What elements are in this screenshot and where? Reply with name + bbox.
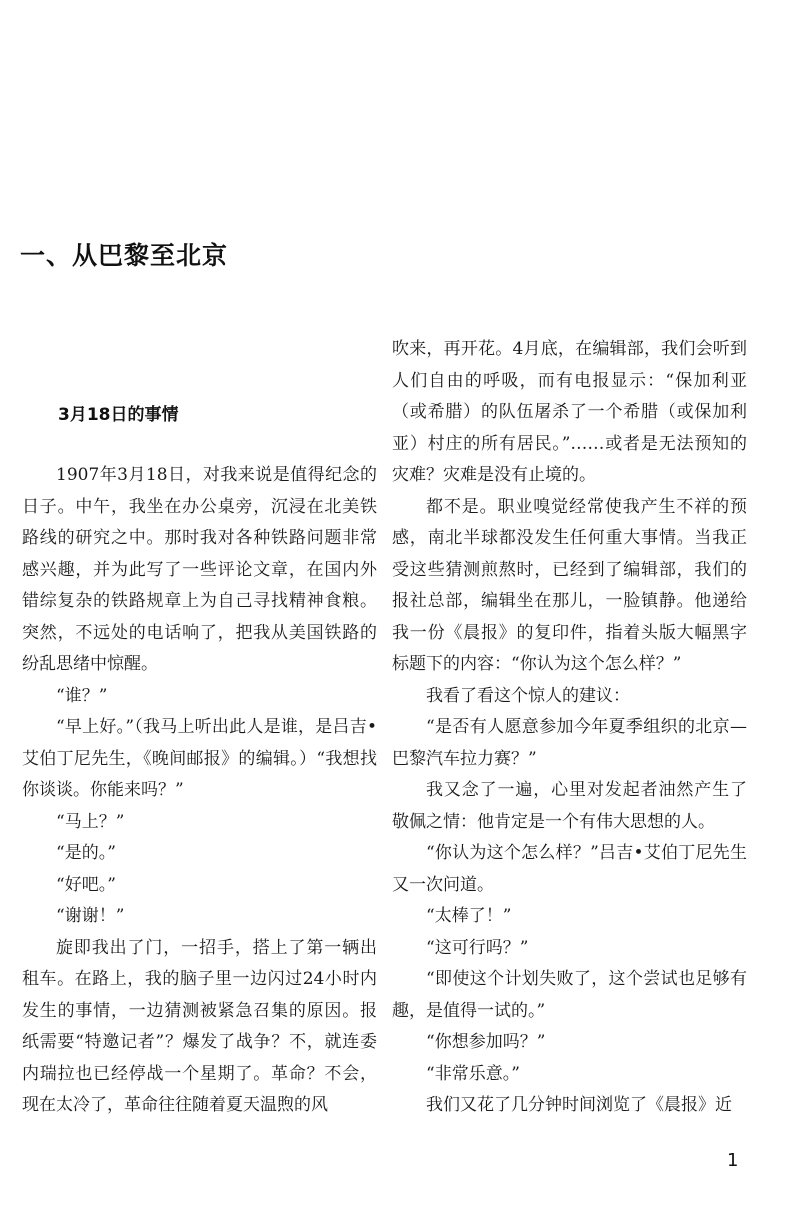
paragraph: “太棒了！” xyxy=(426,906,512,926)
paragraph: “这可行吗？” xyxy=(426,937,529,958)
paragraph: 我又念了一遍，心里对发起者油然产生了敬佩之情：他肯定是一个有伟大思想的人。 xyxy=(392,780,747,832)
paragraph: 我们又花了几分钟时间浏览了《晨报》近 xyxy=(426,1095,732,1115)
paragraph: “即使这个计划失败了，这个尝试也足够有趣，是值得一试的。” xyxy=(392,969,747,1021)
paragraph: “马上？” xyxy=(56,811,125,832)
left-column xyxy=(22,460,377,1122)
paragraph: “谢谢！” xyxy=(56,906,125,926)
right-column xyxy=(392,334,747,1122)
paragraph: “非常乐意。” xyxy=(426,1063,520,1084)
paragraph: “你认为这个怎么样？”吕吉•艾伯丁尼先生又一次问道。 xyxy=(392,843,747,895)
section-heading: 3月18日的事情 xyxy=(58,405,179,425)
paragraph: 旋即我出了门，一招手，搭上了第一辆出租车。在路上，我的脑子里一边闪过24小时内发生的事情，一边猜测被紧急召集的原因。报纸需要“特邀记者”？爆发了战争？不，就连委内瑞拉也已经停战一个星期了。革命？不会，现在太冷了，革命往往随着夏天温煦的风 xyxy=(22,937,377,1115)
paragraph: “是的。” xyxy=(56,843,116,863)
paragraph: “是否有人愿意参加今年夏季组织的北京—巴黎汽车拉力赛？” xyxy=(392,717,747,769)
paragraph-continuation: 吹来，再开花。4月底，在编辑部，我们会听到人们自由的呼吸，而有电报显示：“保加利亚（或希腊）的队伍屠杀了一个希腊（或保加利亚）村庄的所有居民。”……或者是无法预知的灾难？灾难是没有止境的。 xyxy=(392,339,747,485)
paragraph: “谁？” xyxy=(56,685,108,706)
paragraph: 我看了看这个惊人的建议： xyxy=(426,685,630,706)
paragraph: “你想参加吗？” xyxy=(426,1032,546,1052)
paragraph: “早上好。”（我马上听出此人是谁，是吕吉•艾伯丁尼先生，《晚间邮报》的编辑。）“我想找你谈谈。你能来吗？” xyxy=(22,717,377,800)
paragraph: 都不是。职业嗅觉经常使我产生不祥的预感，南北半球都没发生任何重大事情。当我正受这些猜测煎熬时，已经到了编辑部，我们的报社总部，编辑坐在那儿，一脸镇静。他递给我一份《晨报》的复印件，指着头版大幅黑字标题下的内容：“你认为这个怎么样？” xyxy=(392,496,747,674)
page-number: 1 xyxy=(727,1150,739,1171)
paragraph: 1907年3月18日，对我来说是值得纪念的日子。中午，我坐在办公桌旁，沉浸在北美铁路线的研究之中。那时我对各种铁路问题非常感兴趣，并为此写了一些评论文章，在国内外错综复杂的铁路规章上为自己寻找精神食粮。突然，不远处的电话响了，把我从美国铁路的纷乱思绪中惊醒。 xyxy=(22,465,377,674)
chapter-title: 一、从巴黎至北京 xyxy=(20,241,229,270)
paragraph: “好吧。” xyxy=(56,874,116,895)
